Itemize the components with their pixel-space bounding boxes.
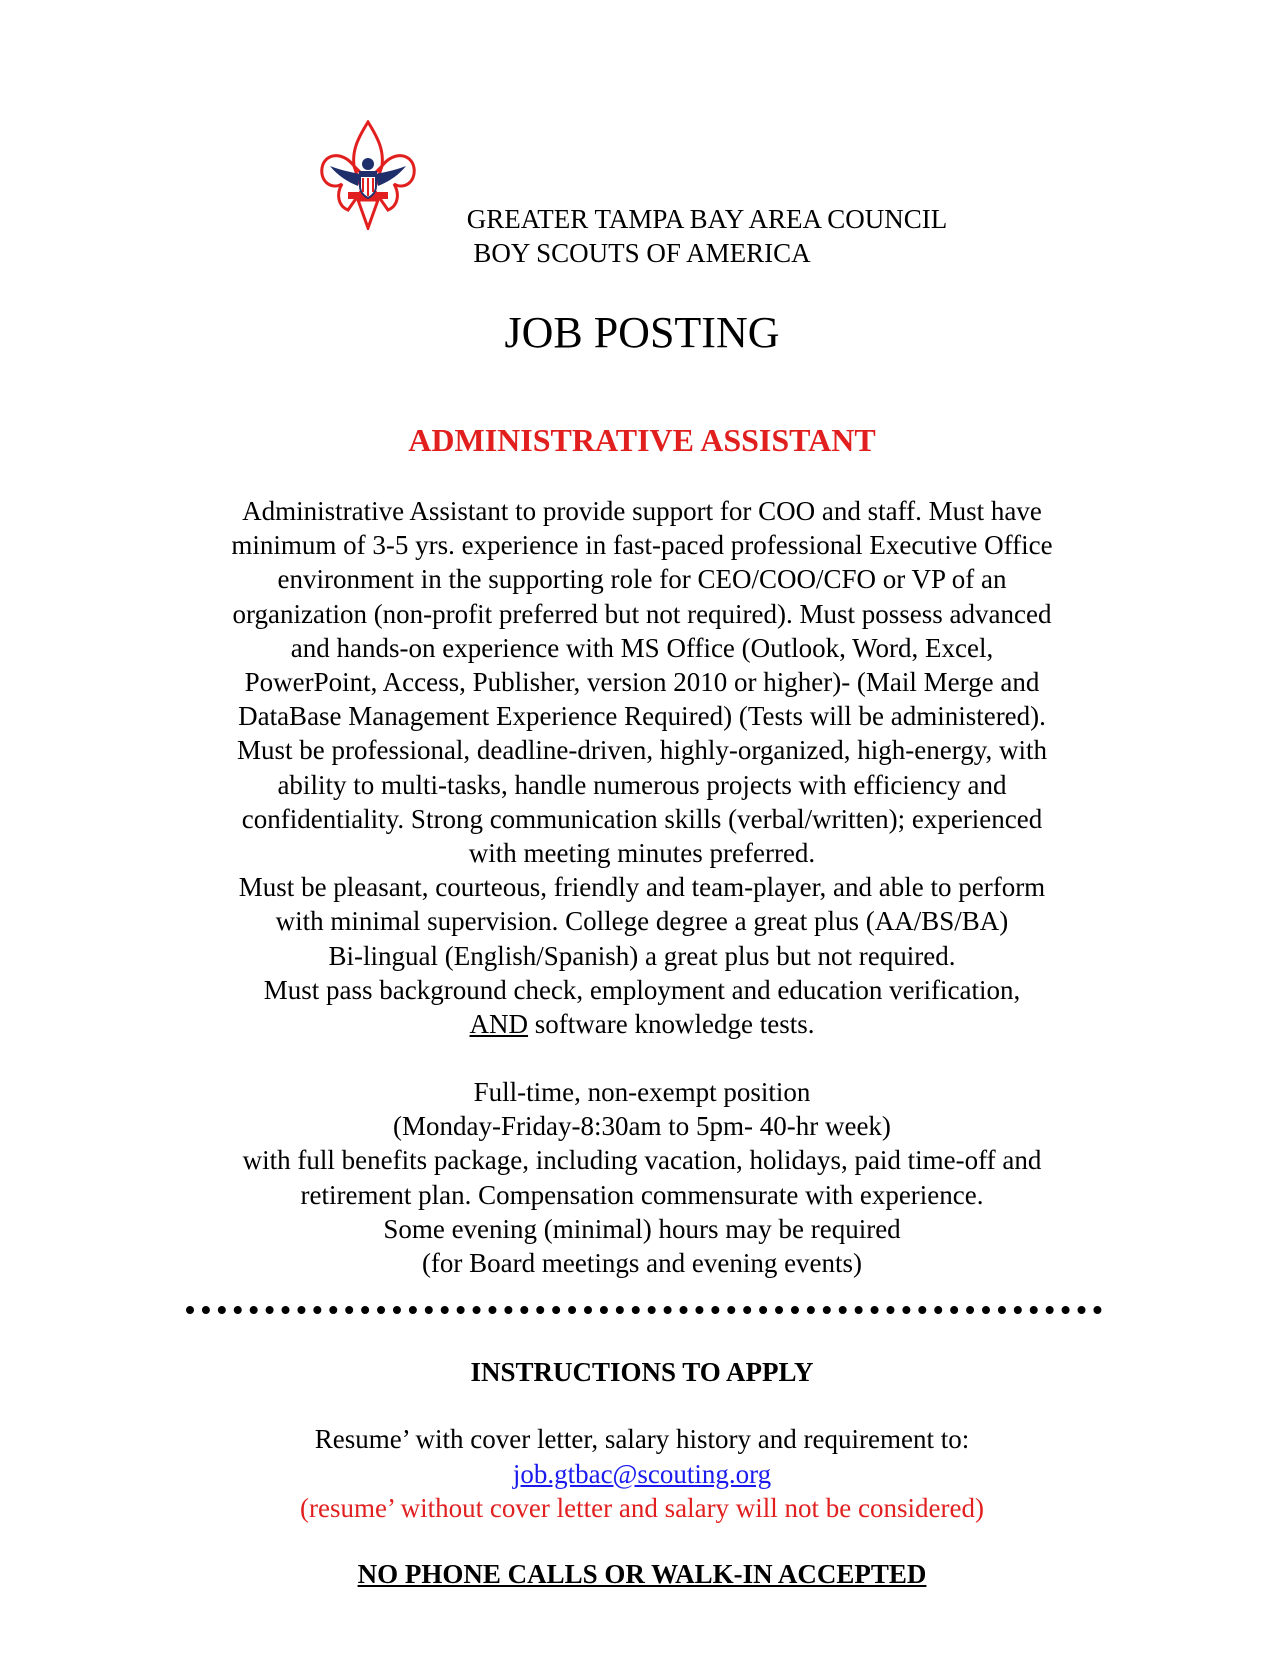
- job-description: [0, 494, 1284, 1041]
- description-line: confidentiality. Strong communication skills (verbal/written); experienced: [241, 803, 1043, 834]
- terms-line: Full-time, non-exempt position: [473, 1077, 811, 1107]
- org-name: GREATER TAMPA BAY AREA COUNCIL: [466, 204, 948, 234]
- terms-line: (Monday-Friday-8:30am to 5pm- 40-hr week): [393, 1111, 891, 1142]
- apply-warning: (resume’ without cover letter and salary will not be considered): [299, 1493, 984, 1523]
- dotted-divider: [186, 1306, 1102, 1314]
- description-line: Must pass background check, employment and education verification,: [263, 974, 1021, 1005]
- and-emphasis: AND: [469, 1009, 529, 1040]
- description-line-rest: software knowledge tests.: [528, 1009, 815, 1040]
- org-subtitle: BOY SCOUTS OF AMERICA: [473, 238, 811, 268]
- description-line: Must be pleasant, courteous, friendly and team-player, and able to perform: [238, 872, 1046, 903]
- no-calls-notice: NO PHONE CALLS OR WALK-IN ACCEPTED: [357, 1559, 927, 1589]
- description-line: ability to multi-tasks, handle numerous projects with efficiency and: [277, 769, 1007, 800]
- apply-instructions: [0, 1422, 1284, 1526]
- description-line: minimum of 3-5 yrs. experience in fast-paced professional Executive Office: [231, 530, 1053, 561]
- description-line: with minimal supervision. College degree a great plus (AA/BS/BA): [275, 906, 1009, 937]
- description-line: environment in the supporting role for CEO/COO/CFO or VP of an: [277, 564, 1007, 595]
- description-line: Bi-lingual (English/Spanish) a great plus but not required.: [328, 940, 956, 971]
- description-line: Must be professional, deadline-driven, highly-organized, high-energy, with: [236, 735, 1048, 766]
- email-link[interactable]: job.gtbac@scouting.org: [512, 1458, 772, 1489]
- description-line: DataBase Management Experience Required) (Tests will be administered).: [238, 701, 1046, 732]
- job-title: ADMINISTRATIVE ASSISTANT: [408, 422, 876, 458]
- apply-heading: INSTRUCTIONS TO APPLY: [470, 1357, 814, 1387]
- terms-line: Some evening (minimal) hours may be required: [383, 1213, 901, 1244]
- terms-line: (for Board meetings and evening events): [421, 1248, 863, 1279]
- description-line: and hands-on experience with MS Office (Outlook, Word, Excel,: [290, 632, 994, 663]
- employment-terms: [0, 1075, 1284, 1280]
- description-line: with meeting minutes preferred.: [468, 838, 816, 869]
- description-line-last: [0, 1007, 1284, 1041]
- terms-line: with full benefits package, including vacation, holidays, paid time-off and: [242, 1145, 1042, 1176]
- description-line: PowerPoint, Access, Publisher, version 2010 or higher)- (Mail Merge and: [244, 667, 1040, 698]
- description-line: organization (non-profit preferred but not required). Must possess advanced: [232, 598, 1052, 629]
- page-title: JOB POSTING: [504, 308, 780, 357]
- description-line: Administrative Assistant to provide support for COO and staff. Must have: [242, 496, 1042, 526]
- terms-line: retirement plan. Compensation commensurate with experience.: [300, 1179, 984, 1210]
- apply-instruction-text: Resume’ with cover letter, salary history and requirement to:: [314, 1424, 970, 1454]
